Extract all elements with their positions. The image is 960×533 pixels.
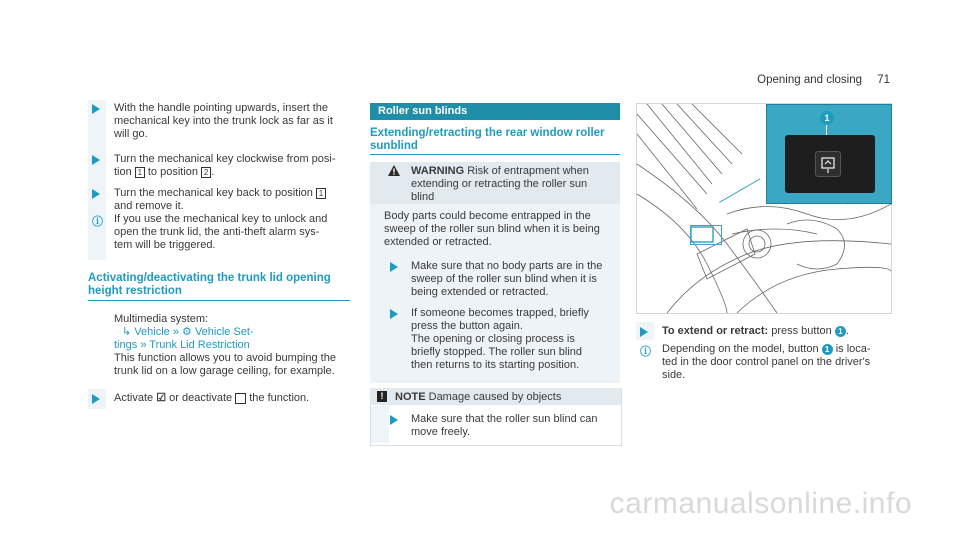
checkbox-empty-icon [235, 393, 246, 404]
position-2-icon: 2 [201, 167, 211, 178]
warning-step-2: If someone becomes trapped, briefly press the button again. The opening or closing process is briefly stopped. The roller sun blind then returns to its starting position. [411, 307, 589, 371]
step-arrow-icon [390, 309, 398, 319]
chevron-icon: » [172, 326, 179, 338]
callout-1: 1 [820, 111, 834, 125]
sunblind-button[interactable] [815, 151, 841, 177]
warning-heading: WARNING Risk of entrapment when extending or retracting the roller sun blind [411, 165, 589, 203]
step-background [371, 406, 389, 443]
subsection-title: Extending/retracting the rear window roller sunblind [370, 127, 605, 152]
step-arrow-icon [92, 394, 100, 404]
info-icon: ⓘ [640, 346, 651, 358]
warning-body: Body parts could become entrapped in the sweep of the roller sun blind when it is being extended or retracted. [384, 210, 600, 248]
step-2: Turn the mechanical key clockwise from posi- tion 1 to position 2 . [114, 153, 336, 178]
menu-vehicle-settings[interactable]: Vehicle Set- [194, 326, 254, 338]
note-heading: NOTE Damage caused by objects [395, 391, 562, 403]
step-arrow-icon [92, 155, 100, 165]
sunblind-icon [816, 152, 840, 176]
step-arrow-icon [390, 262, 398, 272]
enter-arrow-icon: ↳ [122, 326, 132, 338]
info-note: If you use the mechanical key to unlock and open the trunk lid, the anti-theft alarm sys- tem will be triggered. [114, 213, 328, 251]
note-step: Make sure that the roller sun blind can move freely. [411, 413, 598, 438]
info-location: Depending on the model, button 1 is loca- ted in the door control panel on the driver's side. [662, 343, 871, 381]
highlight-box [690, 225, 722, 245]
section-bar [370, 103, 620, 120]
section-name: Opening and closing [757, 74, 862, 86]
callout-1-inline: 1 [822, 344, 833, 355]
multimedia-path: Multimedia system: ↳ Vehicle » ⚙ Vehicle Set- tings » Trunk Lid Restriction This function allows you to avoid bumping the trunk lid on a low garage ceiling, for example. [114, 313, 336, 377]
position-1-icon: 1 [135, 167, 145, 178]
warning-step-1: Make sure that no body parts are in the sweep of the roller sun blind when it is being extended or retracted. [411, 260, 603, 298]
callout-1-inline: 1 [835, 326, 846, 337]
step-arrow-icon [390, 415, 398, 425]
chevron-icon: » [140, 339, 147, 351]
step-arrow-icon [92, 189, 100, 199]
menu-trunk-lid-restriction[interactable]: Trunk Lid Restriction [149, 339, 250, 351]
vehicle-settings-icon: ⚙ [182, 326, 192, 338]
warning-icon [388, 165, 400, 179]
step-background [88, 100, 106, 260]
info-icon: ⓘ [92, 216, 103, 228]
note-icon: ! [377, 391, 387, 402]
position-1-icon: 1 [316, 188, 326, 199]
page-number: 71 [877, 74, 890, 86]
watermark: carmanualsonline.info [609, 487, 912, 520]
step-arrow-icon [640, 327, 648, 337]
divider [370, 154, 620, 155]
activate-step: Activate ☑ or deactivate the function. [114, 392, 310, 404]
divider [88, 300, 350, 301]
page-header [757, 74, 890, 86]
menu-vehicle[interactable]: Vehicle [134, 326, 170, 338]
step-3: Turn the mechanical key back to position 1 and remove it. [114, 187, 326, 213]
extend-step: To extend or retract: press button 1 . [662, 325, 849, 337]
section-bar-title: Roller sun blinds [378, 105, 468, 117]
step-1: With the handle pointing upwards, insert the mechanical key into the trunk lock as far as it will go. [114, 102, 333, 140]
section-title-trunk: Activating/deactivating the trunk lid opening height restriction [88, 272, 331, 297]
step-arrow-icon [92, 104, 100, 114]
checkbox-checked-icon: ☑ [156, 392, 167, 404]
